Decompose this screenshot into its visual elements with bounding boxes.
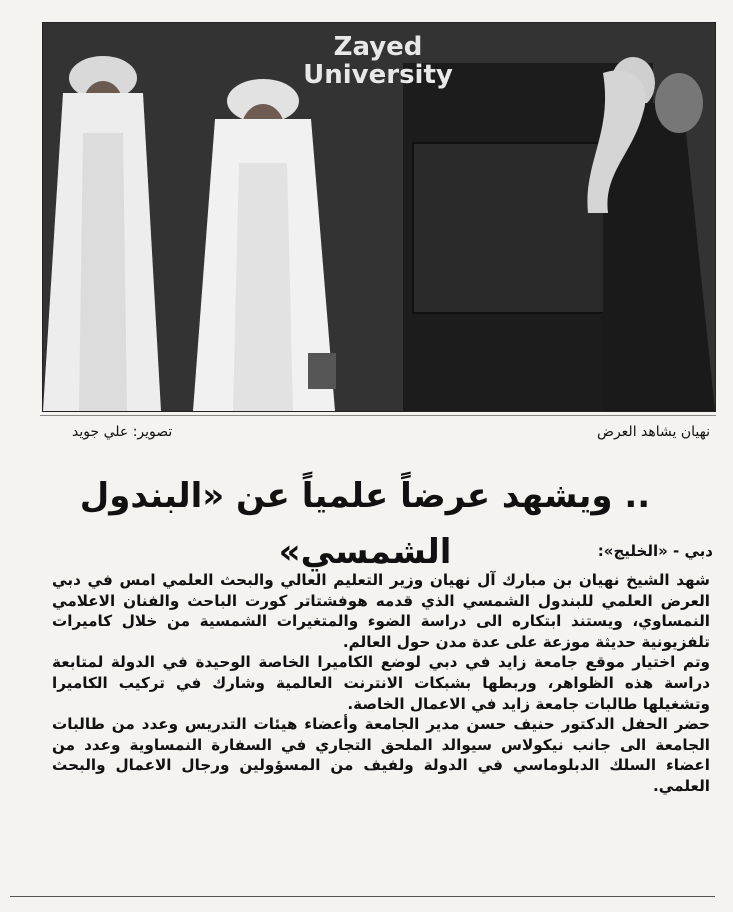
photo-caption-row <box>48 424 710 446</box>
banner-sign <box>293 33 463 89</box>
article-dateline: دبي - «الخليج»: <box>597 542 713 560</box>
article-body <box>52 570 710 797</box>
news-photo <box>42 22 716 412</box>
article-paragraph: شهد الشيخ نهيان بن مبارك آل نهيان وزير التعليم العالي والبحث العلمي امس في دبي العرض العلمي للبندول الشمسي الذي قدمه هوفشتاتر كورت الباحث والفنان الاعلامي النمساوي، ويستند ابتكاره الى دراسة الضوء والمتغيرات الشمسية من خلال كاميرات تلفزيونية حديثة موزعة على عدة مدن حول العالم. <box>52 571 710 651</box>
article-paragraph: حضر الحفل الدكتور حنيف حسن مدير الجامعة وأعضاء هيئات التدريس وعدد من طالبات الجامعة الى جانب نيكولاس سيوالد الملحق التجاري في السفارة النمساوية وعدد من اعضاء السلك الدبلوماسي في الدولة ولفيف من المسؤولين ورجال الاعمال والبحث العلمي. <box>52 715 710 795</box>
article-headline: .. ويشهد عرضاً علمياً عن «البندول الشمسي» <box>79 476 651 572</box>
photo-divider <box>40 415 716 416</box>
photo-caption: نهيان يشاهد العرض <box>597 424 710 440</box>
banner-line: University <box>303 60 453 90</box>
bottom-rule <box>10 896 715 897</box>
article-paragraph: وتم اختيار موقع جامعة زايد في دبي لوضع الكاميرا الخاصة الوحيدة في الدولة لمتابعة دراسة هذه الظواهر، وربطها بشبكات الانترنت العالمية وشارك في تركيب الكاميرا وتشغيلها طالبات جامعة زايد في الاعمال الخاصة. <box>52 653 710 713</box>
banner-line: Zayed <box>333 32 423 62</box>
photo-credit: تصوير: علي جويد <box>72 424 173 440</box>
